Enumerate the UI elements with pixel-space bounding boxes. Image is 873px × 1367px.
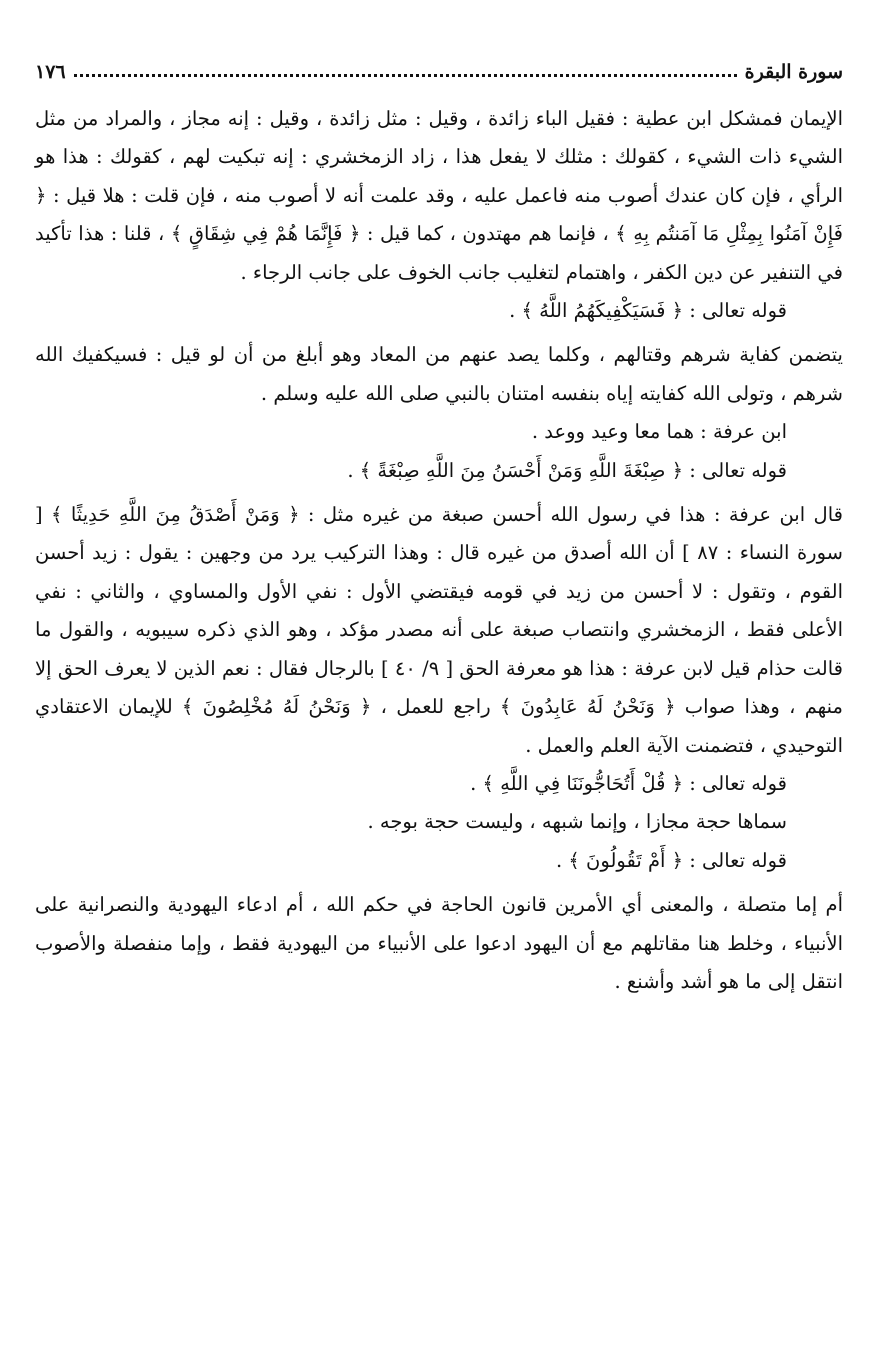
paragraph-2: يتضمن كفاية شرهم وقتالهم ، وكلما يصد عنهم من المعاد وهو أبلغ من أن لو قيل : فسيكفيك الله شرهم ، وتولى الله كفايته إياه بنفسه امتنان بالنبي صلى الله عليه وسلم . bbox=[35, 343, 843, 405]
running-header bbox=[35, 52, 843, 93]
verse-heading-1: قوله تعالى : ﴿ فَسَيَكْفِيكَهُمُ اللَّهُ ﴾ . bbox=[509, 299, 787, 323]
verse-heading-4: قوله تعالى : ﴿ أَمْ تَقُولُونَ ﴾ . bbox=[556, 848, 787, 872]
paragraph-6: أم إما متصلة ، والمعنى أي الأمرين قانون الحاجة في حكم الله ، أم ادعاء اليهودية والنصرانية على الأنبياء ، وخلط هنا مقاتلهم مع أن اليهود ادعوا على الأنبياء من اليهودية فقط ، وإما منفصلة والأصوب انتقل إلى ما هو أشد وأشنع . bbox=[35, 893, 843, 993]
book-page bbox=[35, 0, 843, 1367]
paragraph-4: قال ابن عرفة : هذا في رسول الله أحسن صبغة من غيره مثل : ﴿ وَمَنْ أَصْدَقُ مِنَ اللَّهِ حَدِيثًا ﴾ [ سورة النساء : ٨٧ ] أن الله أصدق من غيره قال : وهذا التركيب يرد من وجهين : يقول : زيد أحسن القوم ، وتقول : لا أحسن من زيد في قومه فيقتضي الأول : نفي الأول والمساوي ، والثاني : نفي الأعلى فقط ، الزمخشري وانتصاب صبغة على أنه مصدر مؤكد ، وهو الذي ذكره سيبويه ، والقول ما قالت حذام قيل لابن عرفة : هذا هو معرفة الحق [ ٩/ ٤٠ ] بالرجال فقال : نعم الذين لا يعرف الحق إلا منهم ، وهذا صواب ﴿ وَنَحْنُ لَهُ عَابِدُونَ ﴾ راجع للعمل ، ﴿ وَنَحْنُ لَهُ مُخْلِصُونَ ﴾ للإيمان الاعتقادي التوحيدي ، فتضمنت الآية العلم والعمل . bbox=[35, 503, 843, 757]
page-number: ١٧٦ bbox=[35, 61, 66, 83]
paragraph-3: ابن عرفة : هما معا وعيد ووعد . bbox=[531, 420, 787, 444]
verse-heading-3: قوله تعالى : ﴿ قُلْ أَتُحَاجُّونَنَا فِي اللَّهِ ﴾ . bbox=[470, 771, 787, 795]
verse-heading-2: قوله تعالى : ﴿ صِبْغَةَ اللَّهِ وَمَنْ أَحْسَنُ مِنَ اللَّهِ صِبْغَةً ﴾ . bbox=[347, 458, 787, 482]
paragraph-5: سماها حجة مجازا ، وإنما شبهه ، وليست حجة بوجه . bbox=[367, 810, 787, 834]
page-body bbox=[35, 100, 843, 1001]
header-dotted-leader bbox=[74, 71, 737, 77]
surah-title: سورة البقرة bbox=[744, 61, 843, 83]
paragraph-1: الإيمان فمشكل ابن عطية : فقيل الباء زائدة ، وقيل : مثل زائدة ، وقيل : إنه مجاز ، والمراد من مثل الشيء ذات الشيء ، كقولك : مثلك لا يفعل هذا ، زاد الزمخشري : إنه تبكيت لهم ، كقولك : هذا هو الرأي ، فإن كان عندك أصوب منه فاعمل عليه ، وقد علمت أنه لا أصوب منه ، فإن قلت : هلا قيل : ﴿ فَإِنْ آمَنُوا بِمِثْلِ مَا آمَنتُم بِهِ ﴾ ، فإنما هم مهتدون ، كما قيل : ﴿ فَإِنَّمَا هُمْ فِي شِقَاقٍ ﴾ ، قلنا : هذا تأكيد في التنفير عن دين الكفر ، واهتمام لتغليب جانب الخوف على جانب الرجاء . bbox=[35, 107, 843, 284]
